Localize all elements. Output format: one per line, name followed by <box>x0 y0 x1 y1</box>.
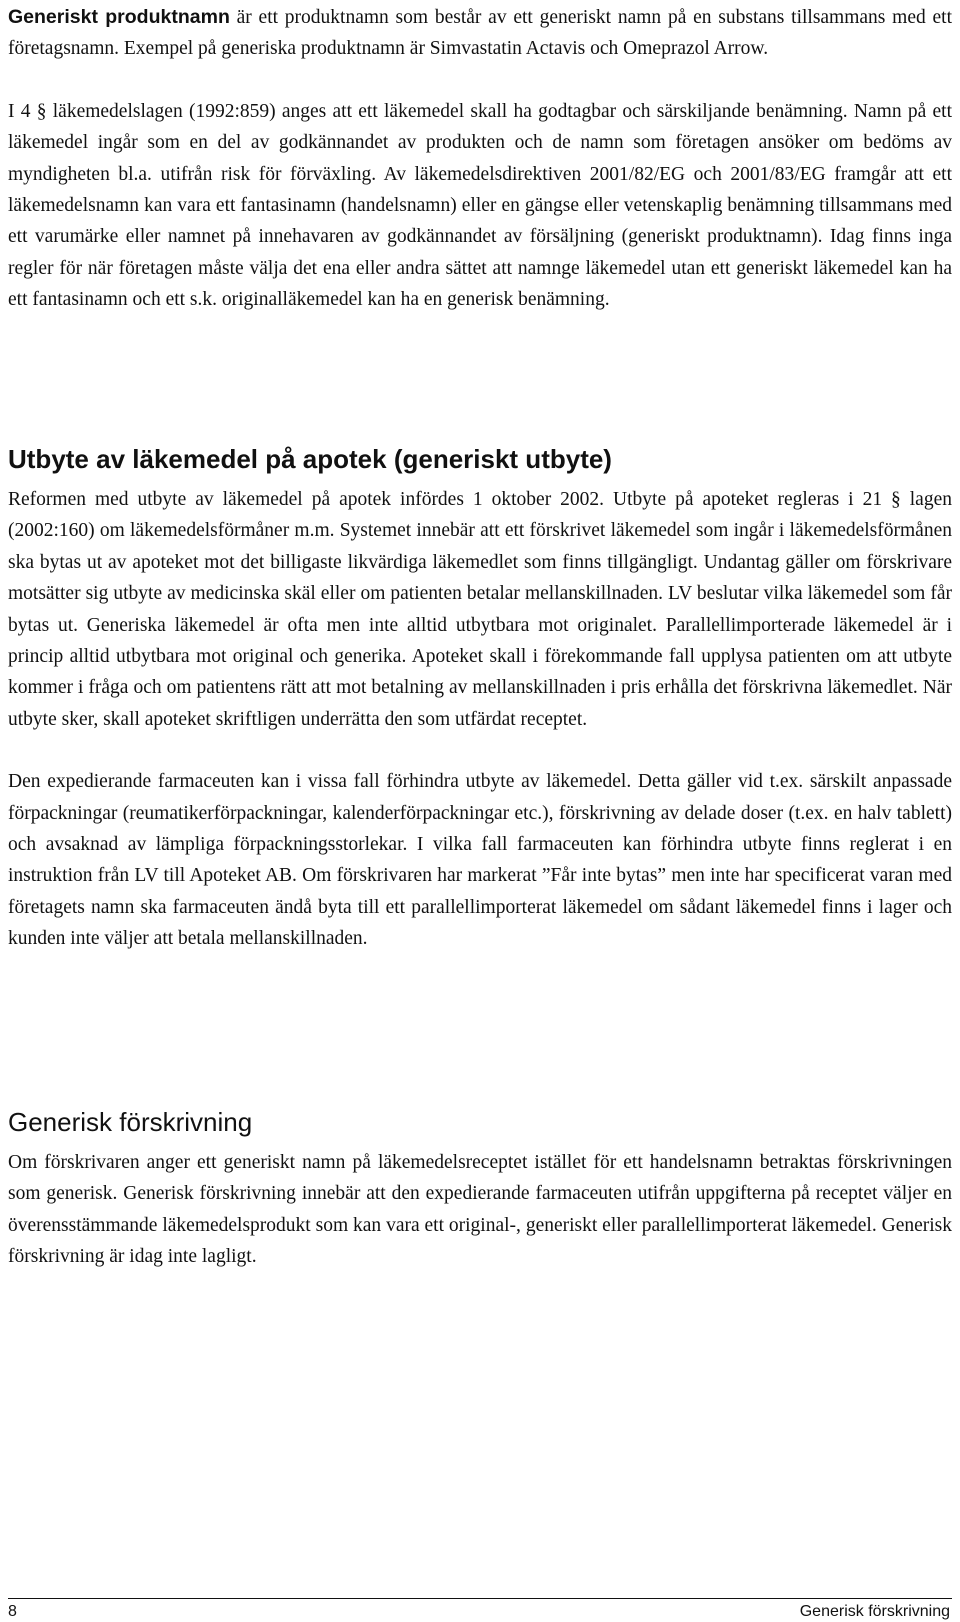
prescribing-section <box>8 1147 952 1273</box>
substitution-paragraph-2: Den expedierande farmaceuten kan i vissa fall förhindra utbyte av läkemedel. Detta gäller vid t.ex. särskilt anpassade förpackningar (reumatikerförpackningar, kalenderförpackningar etc.), förskrivning av delade doser (t.ex. en halv tablett) och avsaknad av lämpliga förpackningsstorlekar. I vilka fall farmaceuten kan förhindra utbyte finns reglerat i en instruktion från LV till Apoteket AB. Om förskrivaren har markerat ”Får inte bytas” men inte har specificerat varan med företagets namn ska farmaceuten ändå byta till ett parallellimporterat läkemedel om sådant läkemedel finns i lager och kunden inte väljer att betala mellanskillnaden. <box>8 771 952 950</box>
naming-paragraph: I 4 § läkemedelslagen (1992:859) anges att ett läkemedel skall ha godtagbar och särskiljande benämning. Namn på ett läkemedel ingår som en del av godkännandet av produkten och de namn som företagen ansöker om bedöms av myndigheten bl.a. utifrån risk för förväxling. Av läkemedelsdirektiven 2001/82/EG och 2001/83/EG framgår att ett läkemedelsnamn kan vara ett fantasinamn (handelsnamn) eller en gängse eller vetenskaplig benämning tillsammans med ett varumärke eller namnet på innehavaren av godkännandet av försäljning (generiskt produktnamn). Idag finns inga regler för när företagen måste välja det ena eller andra sättet att namnge läkemedel utan ett generiskt läkemedel kan ha ett fantasinamn och ett s.k. originalläkemedel kan ha en generisk benämning. <box>8 100 952 311</box>
term-definition: är ett produktnamn som består av ett generiskt namn på en substans tillsammans med ett företagsnamn. Exempel på generiska produktnamn är Simvastatin Actavis och Omeprazol Arrow. <box>8 7 952 60</box>
prescribing-paragraph: Om förskrivaren anger ett generiskt namn på läkemedelsreceptet istället för ett handelsnamn betraktas förskrivningen som generisk. Generisk förskrivning innebär att den expedierande farmaceuten utifrån uppgifterna på receptet väljer en överensstämmande läkemedelsprodukt som kan vara ett original-, generiskt eller parallellimporterat läkemedel. Generisk förskrivning är idag inte lagligt. <box>8 1152 952 1268</box>
substitution-section <box>8 484 952 955</box>
section-heading-generic-substitution: Utbyte av läkemedel på apotek (generiskt utbyte) <box>8 444 612 474</box>
page-number: 8 <box>8 1603 17 1620</box>
intro-block <box>8 2 952 316</box>
section-heading-generic-prescribing: Generisk förskrivning <box>8 1107 253 1137</box>
intro-paragraph <box>8 2 952 65</box>
footer-divider <box>8 1598 952 1599</box>
running-title: Generisk förskrivning <box>799 1603 950 1620</box>
substitution-paragraph-1: Reformen med utbyte av läkemedel på apotek infördes 1 oktober 2002. Utbyte på apoteket regleras i 21 § lagen (2002:160) om läkemedelsförmåner m.m. Systemet innebär att ett förskrivet läkemedel som ingår i läkemedelsförmånen ska bytas ut av apoteket mot det billigaste likvärdiga läkemedlet som finns tillgängligt. Undantag gäller om förskrivare motsätter sig utbyte av medicinska skäl eller om patienten betalar mellanskillnaden. LV beslutar vilka läkemedel som får bytas ut. Generiska läkemedel är ofta men inte alltid utbytbara mot originalet. Parallellimporterade läkemedel är i princip alltid utbytbara mot original och generika. Apoteket skall i förekommande fall upplysa patienten om att utbyte kommer i fråga och om patientens rätt att mot betalning av mellanskillnaden i pris erhålla det förskrivna läkemedlet. När utbyte sker, skall apoteket skriftligen underrätta den som utfärdat receptet. <box>8 489 952 730</box>
term-bold: Generiskt produktnamn <box>8 6 230 28</box>
